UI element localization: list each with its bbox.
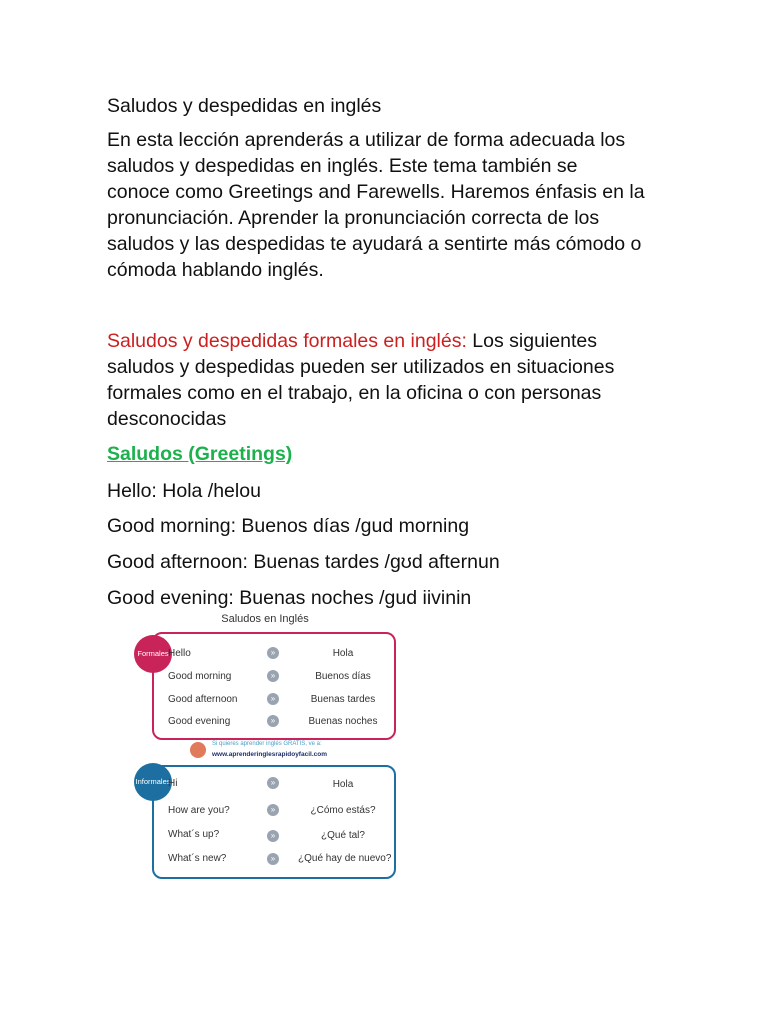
- page-title: Saludos y despedidas en inglés: [107, 95, 382, 117]
- arrow-icon: »: [267, 777, 279, 789]
- formal-line: formales como en el trabajo, en la oficina o con personas: [107, 382, 602, 404]
- formal-es: Buenas tardes: [310, 694, 376, 705]
- arrow-icon: »: [267, 670, 279, 682]
- promo-url: www.aprenderinglesrapidoyfacil.com: [212, 751, 327, 758]
- formal-en: Good morning: [168, 671, 232, 682]
- arrow-icon: »: [267, 715, 279, 727]
- formal-en: Hello: [168, 648, 191, 659]
- promo-banner: [190, 740, 390, 762]
- greeting-line: Good evening: Buenas noches /gud iivinin: [107, 587, 472, 609]
- intro-line: saludos y despedidas en inglés. Este tema también se: [107, 155, 578, 177]
- formal-es: Buenas noches: [308, 716, 378, 727]
- formal-heading: Saludos y despedidas formales en inglés:: [107, 330, 467, 352]
- formal-es: Hola: [332, 648, 354, 659]
- intro-line: conoce como Greetings and Farewells. Haremos énfasis en la: [107, 181, 645, 203]
- arrow-icon: »: [267, 693, 279, 705]
- informal-en: How are you?: [168, 805, 230, 816]
- formal-line: Los siguientes: [466, 330, 597, 352]
- arrow-icon: »: [267, 647, 279, 659]
- greeting-line: Hello: Hola /helou: [107, 480, 261, 502]
- formal-paragraph: [107, 328, 667, 432]
- informal-es: Hola: [332, 779, 354, 790]
- greeting-line: Good afternoon: Buenas tardes /gʊd afternun: [107, 551, 500, 573]
- informal-en: What´s up?: [168, 829, 220, 840]
- informal-es: ¿Qué tal?: [321, 830, 365, 841]
- formal-badge: Formales: [134, 635, 172, 673]
- informal-es: ¿Cómo estás?: [310, 805, 376, 816]
- arrow-icon: »: [267, 830, 279, 842]
- formal-line-1: [107, 328, 667, 354]
- formal-en: Good evening: [168, 716, 231, 727]
- greetings-heading: Saludos (Greetings): [107, 443, 293, 465]
- promo-text: Si quieres aprender inglés GRATIS, ve a:: [212, 741, 322, 747]
- formal-line: desconocidas: [107, 408, 227, 430]
- informal-badge: Informales: [134, 763, 172, 801]
- intro-line: pronunciación. Aprender la pronunciación correcta de los: [107, 207, 600, 229]
- intro-line: cómoda hablando inglés.: [107, 259, 324, 281]
- greetings-figure: [134, 609, 396, 879]
- intro-paragraph: [107, 127, 667, 283]
- formal-line: saludos y despedidas pueden ser utilizados en situaciones: [107, 356, 615, 378]
- mascot-icon: [190, 742, 206, 758]
- greeting-line: Good morning: Buenos días /gud morning: [107, 515, 470, 537]
- formal-en: Good afternoon: [168, 694, 238, 705]
- informal-en: Hi: [168, 778, 178, 789]
- arrow-icon: »: [267, 804, 279, 816]
- intro-line: saludos y las despedidas te ayudará a sentirte más cómodo o: [107, 233, 642, 255]
- intro-line: En esta lección aprenderás a utilizar de forma adecuada los: [107, 129, 626, 151]
- figure-title: Saludos en Inglés: [221, 613, 309, 625]
- informal-en: What´s new?: [168, 853, 227, 864]
- arrow-icon: »: [267, 853, 279, 865]
- formal-es: Buenos días: [315, 671, 371, 682]
- informal-es: ¿Qué hay de nuevo?: [298, 853, 392, 864]
